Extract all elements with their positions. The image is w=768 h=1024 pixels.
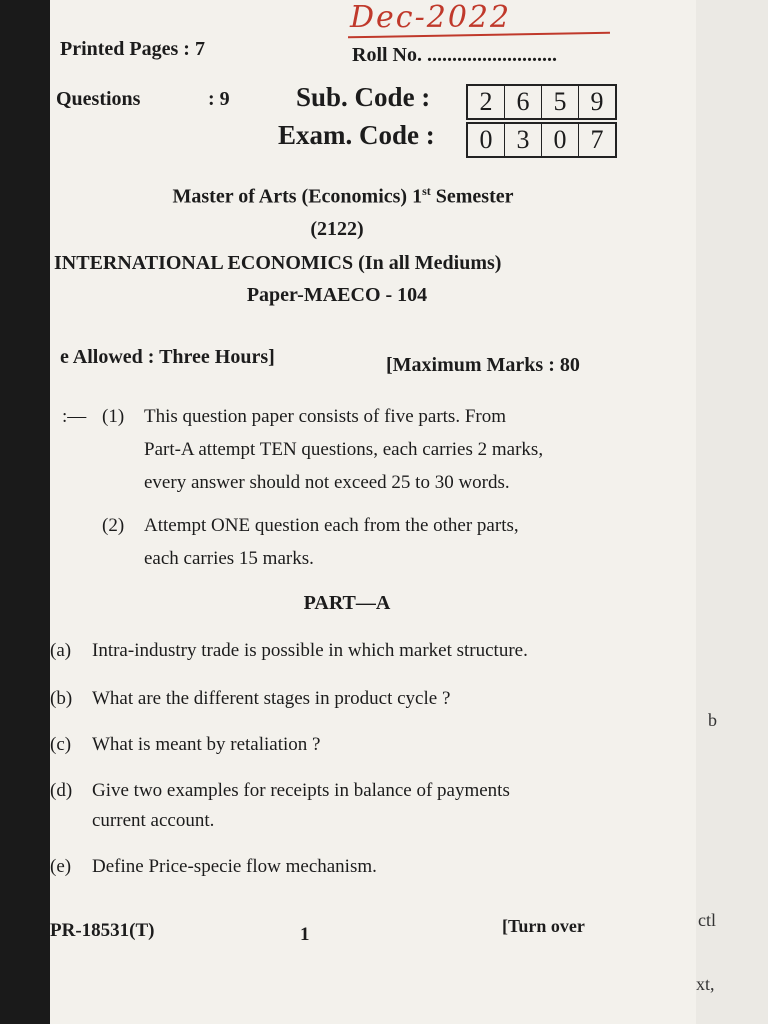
handwritten-date: Dec-2022 [350, 0, 512, 35]
exam-code-digit: 0 [468, 124, 505, 156]
question-text: Define Price-specie flow mechanism. [92, 856, 377, 877]
exam-code-boxes [466, 122, 617, 158]
question-text: Give two examples for receipts in balance of payments [92, 780, 510, 801]
exam-code-digit: 3 [505, 124, 542, 156]
sub-code-digit: 9 [590, 87, 604, 116]
question-text: current account. [92, 810, 215, 831]
question-text: Intra-industry trade is possible in which market structure. [92, 640, 528, 661]
paper-code: (2122) [310, 218, 364, 240]
questions-value: : 9 [208, 88, 230, 110]
course-title: Master of Arts (Economics) 1st Semester [172, 184, 514, 208]
paper-number: Paper-MAECO - 104 [246, 284, 428, 306]
question-item [50, 636, 528, 666]
question-marker: (d) [50, 780, 73, 801]
exam-code-label: Exam. Code : [278, 120, 435, 150]
instruction-item [62, 509, 543, 575]
side-fragment: ctl [698, 910, 716, 930]
maximum-marks: [Maximum Marks : 80 [386, 354, 580, 376]
instructions [62, 400, 543, 575]
page-number: 1 [300, 924, 310, 945]
sub-code-digit: 5 [542, 86, 579, 118]
side-fragment: xt, [696, 974, 715, 994]
instructions-prefix: :— [62, 406, 87, 427]
exam-paper [50, 0, 696, 1024]
printed-pages-label: Printed Pages : 7 [60, 38, 205, 60]
instruction-line: every answer should not exceed 25 to 30 words. [144, 472, 510, 493]
question-text: What are the different stages in product cycle ? [92, 688, 451, 709]
questions-label: Questions [56, 88, 141, 110]
side-fragment: b [708, 710, 717, 730]
question-marker: (a) [50, 640, 72, 661]
adjacent-page-strip [696, 0, 768, 1024]
sub-code-digit: 6 [505, 86, 542, 118]
question-item [50, 730, 320, 760]
question-marker: (c) [50, 734, 72, 755]
instruction-line: each carries 15 marks. [144, 548, 314, 569]
question-text: What is meant by retaliation ? [92, 734, 321, 755]
sub-code-digit: 2 [468, 86, 505, 118]
footer-code: PR-18531(T) [50, 920, 155, 941]
question-item [50, 852, 377, 882]
instruction-line: This question paper consists of five parts. From [144, 406, 507, 427]
question-item [50, 776, 510, 836]
instruction-number: (2) [102, 515, 125, 536]
time-allowed: e Allowed : Three Hours] [60, 346, 275, 368]
sub-code-boxes [466, 84, 617, 120]
instruction-line: Part-A attempt TEN questions, each carries 2 marks, [144, 439, 544, 460]
background-edge [0, 0, 50, 1024]
part-title: PART—A [303, 592, 391, 614]
subject-title: INTERNATIONAL ECONOMICS (In all Mediums) [54, 252, 502, 274]
question-item [50, 684, 450, 714]
exam-code-digit: 7 [590, 125, 604, 154]
roll-no-label: Roll No. .......................... [352, 44, 557, 66]
instruction-line: Attempt ONE question each from the other parts, [144, 515, 519, 536]
instruction-item [62, 400, 543, 499]
turn-over: [Turn over [502, 916, 585, 936]
question-marker: (e) [50, 856, 72, 877]
question-marker: (b) [50, 688, 73, 709]
instruction-number: (1) [102, 406, 125, 427]
exam-code-digit: 0 [542, 124, 579, 156]
sub-code-label: Sub. Code : [296, 82, 431, 112]
